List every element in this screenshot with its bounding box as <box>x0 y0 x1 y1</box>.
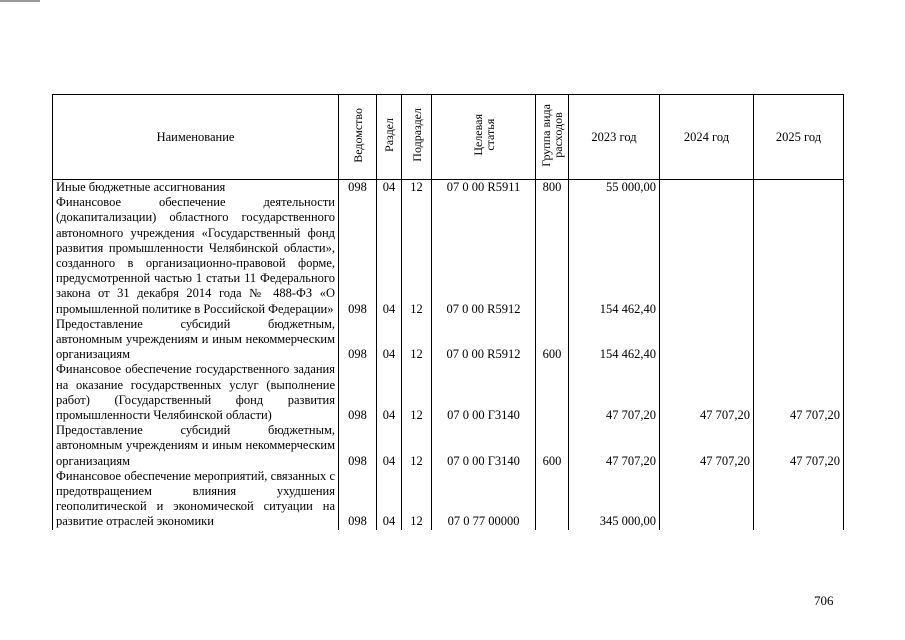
row-exp-group: 600 <box>536 423 569 469</box>
header-subsection: Подраздел <box>402 95 432 180</box>
row-dept: 098 <box>339 180 377 196</box>
row-2025: 47 707,20 <box>754 423 844 469</box>
row-2024 <box>660 317 754 363</box>
row-target: 07 0 00 Г3140 <box>432 423 536 469</box>
row-target: 07 0 00 R5911 <box>432 180 536 196</box>
row-subsection: 12 <box>402 195 432 317</box>
row-section: 04 <box>377 195 402 317</box>
row-subsection: 12 <box>402 317 432 363</box>
row-name: Предоставление субсидий бюджетным, автономным учреждениям и иным некоммерческим организациям <box>53 317 339 363</box>
row-section: 04 <box>377 180 402 196</box>
header-dept: Ведомство <box>339 95 377 180</box>
row-2024 <box>660 180 754 196</box>
table-row <box>53 469 844 530</box>
header-row <box>53 95 844 180</box>
scan-mark <box>0 0 40 2</box>
table-row <box>53 423 844 469</box>
row-subsection: 12 <box>402 362 432 423</box>
row-2025 <box>754 195 844 317</box>
row-section: 04 <box>377 469 402 530</box>
row-2023: 47 707,20 <box>569 423 660 469</box>
budget-table <box>52 94 844 530</box>
row-2023: 55 000,00 <box>569 180 660 196</box>
row-2025 <box>754 469 844 530</box>
row-2024 <box>660 195 754 317</box>
row-2025 <box>754 180 844 196</box>
row-target: 07 0 77 00000 <box>432 469 536 530</box>
row-2023: 154 462,40 <box>569 317 660 363</box>
header-expense-group: Группа вида расходов <box>536 95 569 180</box>
table-row <box>53 180 844 196</box>
header-2025: 2025 год <box>754 95 844 180</box>
header-name: Наименование <box>53 95 339 180</box>
row-exp-group <box>536 362 569 423</box>
table-row <box>53 317 844 363</box>
row-2024: 47 707,20 <box>660 423 754 469</box>
row-target: 07 0 00 Г3140 <box>432 362 536 423</box>
row-exp-group <box>536 195 569 317</box>
row-2023: 345 000,00 <box>569 469 660 530</box>
page-number: 706 <box>814 593 834 608</box>
header-target: Целевая статья <box>432 95 536 180</box>
row-name: Предоставление субсидий бюджетным, автономным учреждениям и иным некоммерческим организациям <box>53 423 339 469</box>
header-2024: 2024 год <box>660 95 754 180</box>
row-subsection: 12 <box>402 423 432 469</box>
row-2023: 154 462,40 <box>569 195 660 317</box>
table-row <box>53 362 844 423</box>
row-exp-group: 800 <box>536 180 569 196</box>
row-name: Иные бюджетные ассигнования <box>53 180 339 196</box>
row-name: Финансовое обеспечение мероприятий, связанных с предотвращением влияния ухудшения геополитической и экономической ситуации на развитие отраслей экономики <box>53 469 339 530</box>
header-2023: 2023 год <box>569 95 660 180</box>
row-2025 <box>754 317 844 363</box>
row-dept: 098 <box>339 195 377 317</box>
row-dept: 098 <box>339 317 377 363</box>
row-2025: 47 707,20 <box>754 362 844 423</box>
row-exp-group <box>536 469 569 530</box>
table-row <box>53 195 844 317</box>
row-2024: 47 707,20 <box>660 362 754 423</box>
row-section: 04 <box>377 423 402 469</box>
row-dept: 098 <box>339 469 377 530</box>
row-subsection: 12 <box>402 469 432 530</box>
header-section: Раздел <box>377 95 402 180</box>
row-exp-group: 600 <box>536 317 569 363</box>
row-dept: 098 <box>339 362 377 423</box>
row-section: 04 <box>377 362 402 423</box>
row-name: Финансовое обеспечение государственного задания на оказание государственных услуг (выполнение работ) (Государственный фонд развития промышленности Челябинской области) <box>53 362 339 423</box>
row-section: 04 <box>377 317 402 363</box>
row-subsection: 12 <box>402 180 432 196</box>
row-dept: 098 <box>339 423 377 469</box>
row-target: 07 0 00 R5912 <box>432 195 536 317</box>
row-name: Финансовое обеспечение деятельности (докапитализации) областного государственного автономного учреждения «Государственный фонд развития промышленности Челябинской области», созданного в организационно-правовой форме, предусмотренной частью 1 статьи 11 Федерального закона от 31 декабря 2014 года № 488-ФЗ «О промышленной политике в Российской Федерации» <box>53 195 339 317</box>
row-target: 07 0 00 R5912 <box>432 317 536 363</box>
row-2024 <box>660 469 754 530</box>
row-2023: 47 707,20 <box>569 362 660 423</box>
